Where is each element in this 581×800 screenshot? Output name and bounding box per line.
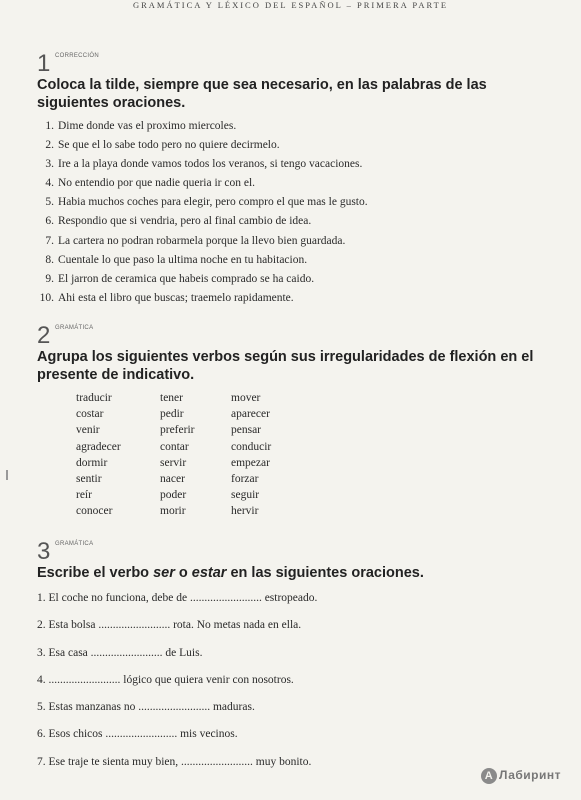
verb: preferir [160, 424, 195, 437]
section-header [37, 322, 557, 348]
item-text: Ahi esta el libro que buscas; traemelo rapidamente. [58, 291, 294, 304]
item-text: Ire a la playa donde vamos todos los veranos, si tengo vacaciones. [58, 158, 363, 171]
section-number: 2 [37, 322, 51, 349]
verb: reír [76, 489, 92, 502]
a-logo-icon: A [481, 768, 497, 784]
verb: hervir [231, 505, 259, 518]
item-number: 10. [39, 291, 54, 304]
verb: poder [160, 489, 187, 502]
list-item [37, 724, 557, 751]
item-number: 3. [37, 646, 46, 659]
verb: seguir [231, 489, 260, 502]
exercise-section-2 [37, 322, 557, 384]
item-text: El jarron de ceramica que habeis comprado se ha caido. [58, 272, 315, 285]
sentence-list [37, 117, 557, 308]
item-text: Ese traje te sienta muy bien, ......................... muy bonito. [48, 755, 312, 768]
list-item [37, 270, 557, 289]
item-number: 5. [45, 196, 54, 209]
section-header [37, 50, 557, 76]
exercise-section-1 [37, 50, 557, 308]
section-tag: GRAMÁTICA [55, 325, 94, 331]
item-number: 2. [45, 139, 54, 152]
verb: venir [76, 424, 100, 437]
item-text: Esos chicos ......................... mis vecinos. [48, 728, 238, 741]
item-number: 7. [45, 234, 54, 247]
verb-column [76, 390, 121, 520]
list-item [37, 232, 557, 251]
section-number: 3 [37, 538, 51, 565]
list-item [37, 193, 557, 212]
list-item [37, 289, 557, 308]
item-number: 6. [37, 728, 46, 741]
item-text: El coche no funciona, debe de ......................... estropeado. [48, 592, 318, 604]
running-head: GRAMÁTICA Y LÉXICO DEL ESPAÑOL – PRIMERA PARTE [132, 0, 449, 10]
section-instruction: Agrupa los siguientes verbos según sus irregularidades de flexión en el presente de indicativo. [37, 349, 534, 383]
item-number: 6. [45, 215, 54, 228]
item-text: La cartera no podran robarmela porque la llevo bien guardada. [58, 234, 346, 247]
verb: pensar [231, 424, 262, 437]
verb: tener [160, 392, 183, 404]
list-item [37, 670, 557, 697]
watermark [481, 768, 561, 784]
section-tag: CORRECCIÓN [55, 53, 100, 59]
item-number: 1. [45, 120, 54, 132]
verb: traducir [76, 392, 112, 404]
section-number: 1 [37, 50, 51, 77]
instruction-emphasis: estar [191, 565, 227, 581]
section-instruction [37, 564, 557, 582]
instruction-emphasis: ser [153, 565, 175, 581]
instruction-text: en las siguientes oraciones. [226, 565, 424, 581]
list-item [37, 174, 557, 193]
verb: servir [160, 456, 187, 469]
verb: mover [231, 392, 261, 404]
item-number: 9. [45, 272, 54, 285]
list-item [37, 136, 557, 155]
item-text: No entendio por que nadie queria ir con el. [58, 177, 256, 190]
item-text: Se que el lo sabe todo pero no quiere decirmelo. [58, 139, 280, 152]
verb: nacer [160, 472, 185, 485]
item-number: 3. [45, 158, 54, 171]
fill-in-list [37, 588, 557, 779]
list-item [37, 643, 557, 670]
list-item [37, 588, 557, 615]
instruction-text: o [174, 565, 192, 581]
item-number: 5. [37, 701, 46, 714]
verb: conocer [76, 505, 113, 518]
verb: costar [76, 408, 104, 421]
verb: sentir [76, 472, 102, 485]
item-number: 7. [37, 755, 46, 768]
item-text: ......................... lógico que quiera venir con nosotros. [48, 673, 294, 686]
item-text: Cuentale lo que paso la ultima noche en tu habitacion. [58, 253, 308, 266]
instruction-text: Escribe el verbo [37, 565, 154, 581]
page-edge-mark [6, 470, 8, 480]
item-text: Esta bolsa ......................... rota. No metas nada en ella. [48, 619, 302, 632]
verb: aparecer [231, 408, 270, 421]
watermark-text: Лабиринт [498, 768, 561, 783]
section-instruction: Coloca la tilde, siempre que sea necesario, en las palabras de las siguientes oraciones. [37, 77, 487, 111]
list-item [37, 752, 557, 779]
item-text: Dime donde vas el proximo miercoles. [58, 120, 237, 132]
list-item [37, 117, 557, 136]
verb: contar [160, 440, 189, 453]
item-text: Estas manzanas no ......................... maduras. [48, 701, 255, 714]
list-item [37, 251, 557, 270]
list-item [37, 615, 557, 642]
verb: dormir [76, 456, 108, 469]
verb: morir [160, 505, 186, 518]
list-item [37, 697, 557, 724]
verb: empezar [231, 456, 270, 469]
section-tag: GRAMÁTICA [55, 541, 94, 547]
list-item [37, 155, 557, 174]
verb: conducir [231, 440, 272, 453]
item-number: 4. [45, 177, 54, 190]
verb: agradecer [76, 440, 121, 453]
verb: forzar [231, 472, 259, 485]
item-text: Respondio que si vendria, pero al final cambio de idea. [58, 215, 312, 228]
verb: pedir [160, 408, 184, 421]
list-item [37, 212, 557, 231]
item-number: 2. [37, 619, 46, 632]
item-number: 8. [45, 253, 54, 266]
item-number: 4. [37, 673, 46, 686]
item-text: Habia muchos coches para elegir, pero compro el que mas le gusto. [58, 196, 368, 209]
verb-column [160, 390, 194, 520]
item-number: 1. [37, 592, 46, 604]
exercise-section-3 [37, 538, 557, 779]
item-text: Esa casa ......................... de Luis. [48, 646, 203, 659]
section-header [37, 538, 557, 564]
verb-column [231, 390, 271, 520]
